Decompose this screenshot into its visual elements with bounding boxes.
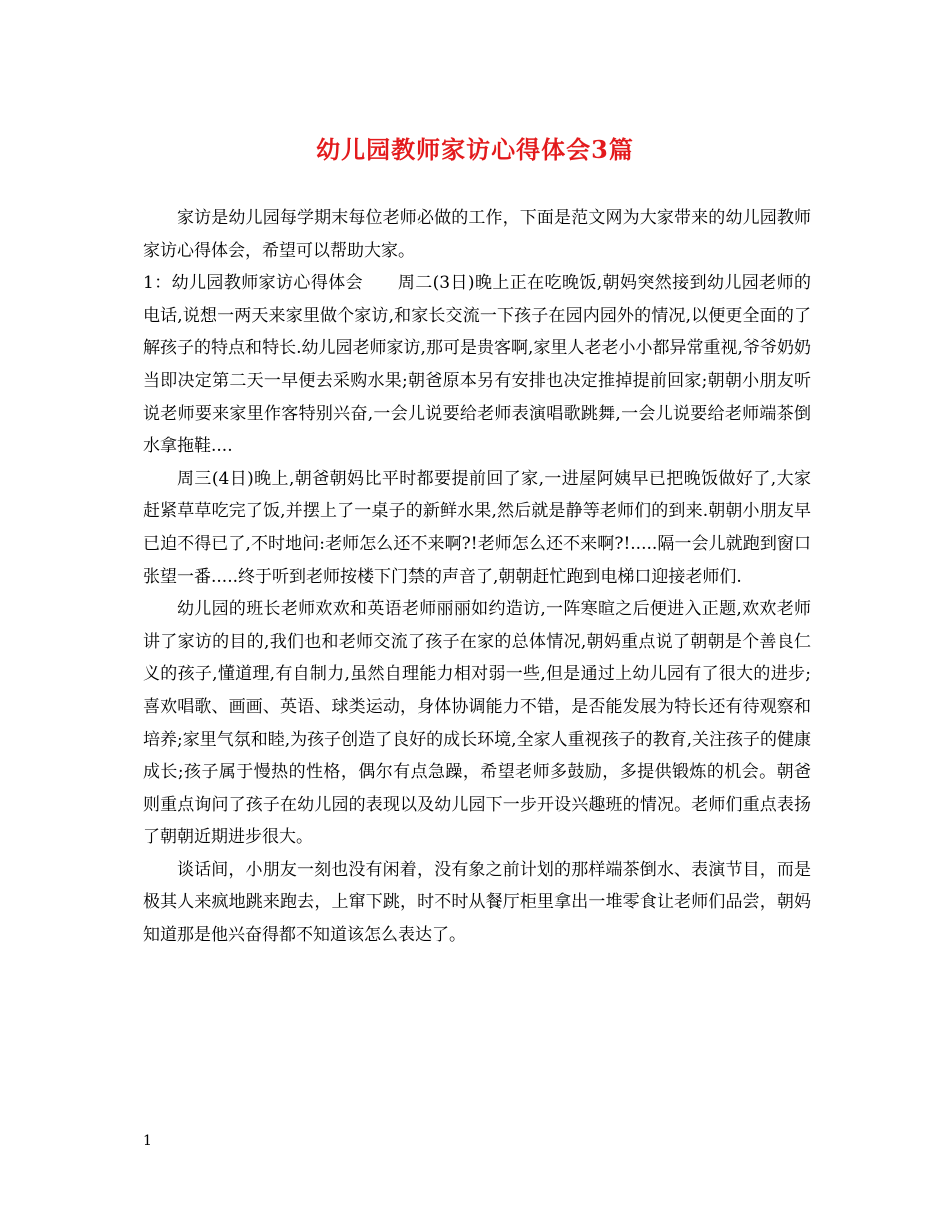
document-title: 幼儿园教师家访心得体会3篇	[316, 135, 634, 164]
section-1-paragraph: 1：幼儿园教师家访心得体会 周二(3日)晚上正在吃晚饭,朝妈突然接到幼儿园老师的电话,说想一两天来家里做个家访,和家长交流一下孩子在园内园外的情况,以便更全面的了解孩子的特点和特长.幼儿园老师家访,那可是贵客啊,家里人老老小小都异常重视,爷爷奶奶当即决定第二天一早便去采购水果;朝爸原本另有安排也决定推掉提前回家;朝朝小朋友听说老师要来家里作客特别兴奋,一会儿说要给老师表演唱歌跳舞,一会儿说要给老师端茶倒水拿拖鞋....	[143, 273, 811, 457]
conversation-paragraph: 谈话间，小朋友一刻也没有闲着，没有象之前计划的那样端茶倒水、表演节目，而是极其人来疯地跳来跑去，上窜下跳，时不时从餐厅柜里拿出一堆零食让老师们品尝，朝妈知道那是他兴奋得都不知道该怎么表达了。	[143, 859, 811, 946]
wednesday-paragraph: 周三(4日)晚上,朝爸朝妈比平时都要提前回了家,一进屋阿姨早已把晚饭做好了,大家赶紧草草吃完了饭,并摆上了一桌子的新鲜水果,然后就是静等老师们的到来.朝朝小朋友早已迫不得已了,不时地问:老师怎么还不来啊?!老师怎么还不来啊?!.....隔一会儿就跑到窗口张望一番.....终于听到老师按楼下门禁的声音了,朝朝赶忙跑到电梯口迎接老师们.	[143, 468, 811, 587]
visit-paragraph: 幼儿园的班长老师欢欢和英语老师丽丽如约造访,一阵寒暄之后便进入正题,欢欢老师讲了家访的目的,我们也和老师交流了孩子在家的总体情况,朝妈重点说了朝朝是个善良仁义的孩子,懂道理,有自制力,虽然自理能力相对弱一些,但是通过上幼儿园有了很大的进步;喜欢唱歌、画画、英语、球类运动，身体协调能力不错，是否能发展为特长还有待观察和培养;家里气氛和睦,为孩子创造了良好的成长环境,全家人重视孩子的教育,关注孩子的健康成长;孩子属于慢热的性格，偶尔有点急躁，希望老师多鼓励，多提供锻炼的机会。朝爸则重点询问了孩子在幼儿园的表现以及幼儿园下一步开设兴趣班的情况。老师们重点表扬了朝朝近期进步很大。	[143, 599, 811, 848]
intro-paragraph: 家访是幼儿园每学期末每位老师必做的工作，下面是范文网为大家带来的幼儿园教师家访心得体会，希望可以帮助大家。	[143, 208, 811, 261]
page-number: 1	[143, 1133, 152, 1149]
document-body	[143, 202, 811, 952]
